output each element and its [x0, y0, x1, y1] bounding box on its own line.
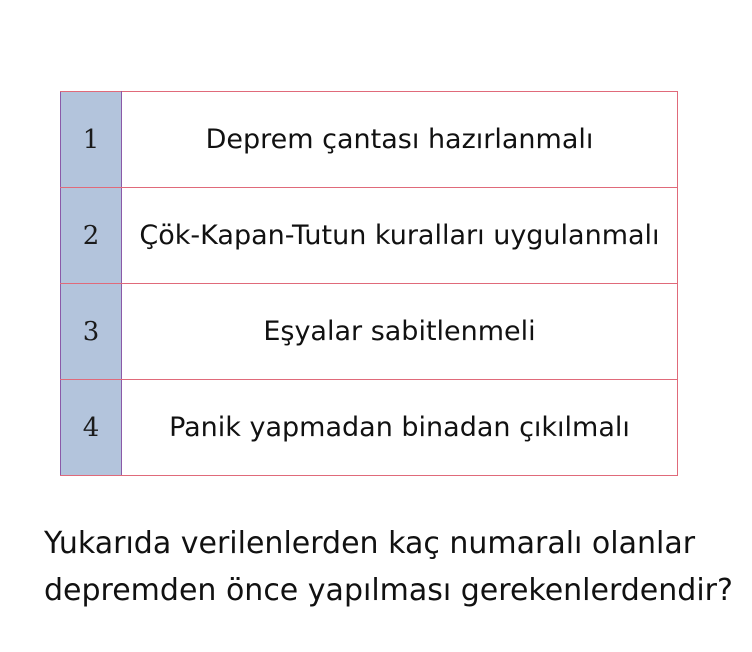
row-number: 3 [61, 284, 122, 380]
numbered-list-table [60, 91, 678, 476]
row-text: Deprem çantası hazırlanmalı [122, 92, 678, 188]
row-number: 4 [61, 380, 122, 476]
table-row [61, 380, 678, 476]
row-text: Panik yapmadan binadan çıkılmalı [122, 380, 678, 476]
table-row [61, 284, 678, 380]
question-line-1: Yukarıda verilenlerden kaç numaralı olanlar [44, 526, 696, 561]
row-text: Eşyalar sabitlenmeli [122, 284, 678, 380]
table-row [61, 92, 678, 188]
table-row [61, 188, 678, 284]
question-line-2: depremden önce yapılması gerekenlerdendir? [44, 573, 733, 608]
row-number: 2 [61, 188, 122, 284]
row-number: 1 [61, 92, 122, 188]
question-text [44, 520, 744, 614]
row-text: Çök-Kapan-Tutun kuralları uygulanmalı [122, 188, 678, 284]
